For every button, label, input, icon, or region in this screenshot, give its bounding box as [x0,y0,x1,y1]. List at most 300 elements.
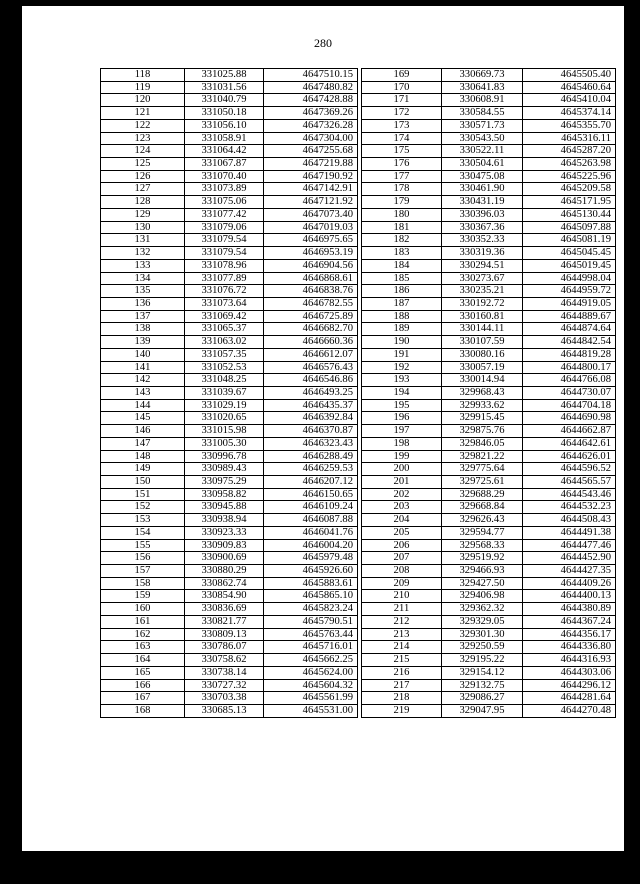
x-coordinate-cell: 330057.19 [442,361,523,374]
table-row [362,170,616,183]
table-row [101,692,358,705]
x-coordinate-cell: 330396.03 [442,208,523,221]
y-coordinate-cell: 4647369.26 [264,107,358,120]
document-page [22,6,624,851]
x-coordinate-cell: 331079.06 [185,221,264,234]
y-coordinate-cell: 4645171.95 [523,196,616,209]
table-row [101,514,358,527]
y-coordinate-cell: 4644543.46 [523,488,616,501]
x-coordinate-cell: 331079.54 [185,234,264,247]
x-coordinate-cell: 330192.72 [442,297,523,310]
point-number-cell: 207 [362,552,442,565]
y-coordinate-cell: 4646370.87 [264,425,358,438]
y-coordinate-cell: 4644766.08 [523,374,616,387]
y-coordinate-cell: 4646546.86 [264,374,358,387]
x-coordinate-cell: 331056.10 [185,119,264,132]
y-coordinate-cell: 4647121.92 [264,196,358,209]
x-coordinate-cell: 330758.62 [185,654,264,667]
table-row [362,615,616,628]
x-coordinate-cell: 330854.90 [185,590,264,603]
y-coordinate-cell: 4644452.90 [523,552,616,565]
point-number-cell: 157 [101,565,185,578]
point-number-cell: 161 [101,615,185,628]
point-number-cell: 153 [101,514,185,527]
x-coordinate-cell: 330014.94 [442,374,523,387]
point-number-cell: 132 [101,247,185,260]
y-coordinate-cell: 4645410.04 [523,94,616,107]
x-coordinate-cell: 329519.92 [442,552,523,565]
point-number-cell: 126 [101,170,185,183]
x-coordinate-cell: 330160.81 [442,310,523,323]
y-coordinate-cell: 4646576.43 [264,361,358,374]
point-number-cell: 183 [362,247,442,260]
x-coordinate-cell: 331077.89 [185,272,264,285]
table-row [362,590,616,603]
table-row [101,628,358,641]
y-coordinate-cell: 4645531.00 [264,704,358,717]
table-row [101,552,358,565]
x-coordinate-cell: 329466.93 [442,565,523,578]
table-row [101,259,358,272]
y-coordinate-cell: 4645926.60 [264,565,358,578]
y-coordinate-cell: 4644704.18 [523,399,616,412]
x-coordinate-cell: 329725.61 [442,476,523,489]
table-row [362,132,616,145]
x-coordinate-cell: 331069.42 [185,310,264,323]
y-coordinate-cell: 4647073.40 [264,208,358,221]
point-number-cell: 200 [362,463,442,476]
point-number-cell: 178 [362,183,442,196]
x-coordinate-cell: 331040.79 [185,94,264,107]
x-coordinate-cell: 331057.35 [185,348,264,361]
point-number-cell: 140 [101,348,185,361]
point-number-cell: 208 [362,565,442,578]
x-coordinate-cell: 330703.38 [185,692,264,705]
y-coordinate-cell: 4647019.03 [264,221,358,234]
table-row [362,526,616,539]
x-coordinate-cell: 330584.55 [442,107,523,120]
y-coordinate-cell: 4644477.46 [523,539,616,552]
table-row [362,501,616,514]
point-number-cell: 202 [362,488,442,501]
x-coordinate-cell: 329688.29 [442,488,523,501]
point-number-cell: 171 [362,94,442,107]
x-coordinate-cell: 329154.12 [442,666,523,679]
point-number-cell: 148 [101,450,185,463]
y-coordinate-cell: 4645374.14 [523,107,616,120]
point-number-cell: 168 [101,704,185,717]
table-row [101,94,358,107]
x-coordinate-cell: 329406.98 [442,590,523,603]
y-coordinate-cell: 4645604.32 [264,679,358,692]
table-row [101,488,358,501]
y-coordinate-cell: 4644596.52 [523,463,616,476]
page-number: 280 [314,36,332,50]
y-coordinate-cell: 4644626.01 [523,450,616,463]
table-row [362,348,616,361]
x-coordinate-cell: 329626.43 [442,514,523,527]
coordinates-table-right [361,68,616,718]
y-coordinate-cell: 4644281.64 [523,692,616,705]
x-coordinate-cell: 329915.45 [442,412,523,425]
table-row [101,170,358,183]
table-row [101,539,358,552]
x-coordinate-cell: 330461.90 [442,183,523,196]
point-number-cell: 167 [101,692,185,705]
table-row [362,81,616,94]
point-number-cell: 218 [362,692,442,705]
x-coordinate-cell: 329875.76 [442,425,523,438]
table-row [101,654,358,667]
point-number-cell: 189 [362,323,442,336]
y-coordinate-cell: 4646150.65 [264,488,358,501]
x-coordinate-cell: 330080.16 [442,348,523,361]
point-number-cell: 163 [101,641,185,654]
point-number-cell: 142 [101,374,185,387]
y-coordinate-cell: 4646109.24 [264,501,358,514]
x-coordinate-cell: 330938.94 [185,514,264,527]
table-row [362,412,616,425]
table-row [362,565,616,578]
y-coordinate-cell: 4647510.15 [264,69,358,82]
x-coordinate-cell: 329362.32 [442,603,523,616]
table-row [362,488,616,501]
y-coordinate-cell: 4645979.48 [264,552,358,565]
table-row [101,107,358,120]
table-row [101,158,358,171]
y-coordinate-cell: 4647142.91 [264,183,358,196]
point-number-cell: 129 [101,208,185,221]
point-number-cell: 174 [362,132,442,145]
x-coordinate-cell: 331025.88 [185,69,264,82]
point-number-cell: 197 [362,425,442,438]
point-number-cell: 204 [362,514,442,527]
table-row [101,704,358,717]
y-coordinate-cell: 4645823.24 [264,603,358,616]
y-coordinate-cell: 4644270.48 [523,704,616,717]
y-coordinate-cell: 4645624.00 [264,666,358,679]
x-coordinate-cell: 331070.40 [185,170,264,183]
y-coordinate-cell: 4646323.43 [264,437,358,450]
table-row [101,310,358,323]
table-row [362,463,616,476]
x-coordinate-cell: 329195.22 [442,654,523,667]
table-row [101,476,358,489]
y-coordinate-cell: 4646782.55 [264,297,358,310]
table-row [101,81,358,94]
y-coordinate-cell: 4646725.89 [264,310,358,323]
table-row [101,361,358,374]
point-number-cell: 156 [101,552,185,565]
x-coordinate-cell: 329594.77 [442,526,523,539]
point-number-cell: 135 [101,285,185,298]
table-row [101,603,358,616]
x-coordinate-cell: 329846.05 [442,437,523,450]
x-coordinate-cell: 331078.96 [185,259,264,272]
y-coordinate-cell: 4644959.72 [523,285,616,298]
table-row [362,654,616,667]
table-row [101,208,358,221]
table-row [101,234,358,247]
x-coordinate-cell: 330543.50 [442,132,523,145]
x-coordinate-cell: 330989.43 [185,463,264,476]
table-row [362,399,616,412]
x-coordinate-cell: 330669.73 [442,69,523,82]
table-row [101,272,358,285]
y-coordinate-cell: 4644491.38 [523,526,616,539]
y-coordinate-cell: 4645097.88 [523,221,616,234]
x-coordinate-cell: 329775.64 [442,463,523,476]
x-coordinate-cell: 331079.54 [185,247,264,260]
point-number-cell: 192 [362,361,442,374]
y-coordinate-cell: 4645355.70 [523,119,616,132]
point-number-cell: 158 [101,577,185,590]
point-number-cell: 187 [362,297,442,310]
point-number-cell: 120 [101,94,185,107]
point-number-cell: 147 [101,437,185,450]
table-row [362,628,616,641]
y-coordinate-cell: 4645045.45 [523,247,616,260]
x-coordinate-cell: 330685.13 [185,704,264,717]
x-coordinate-cell: 331031.56 [185,81,264,94]
table-row [101,386,358,399]
x-coordinate-cell: 330475.08 [442,170,523,183]
y-coordinate-cell: 4645316.11 [523,132,616,145]
point-number-cell: 199 [362,450,442,463]
y-coordinate-cell: 4646660.36 [264,336,358,349]
table-row [101,412,358,425]
table-row [362,425,616,438]
point-number-cell: 169 [362,69,442,82]
table-row [362,234,616,247]
point-number-cell: 195 [362,399,442,412]
point-number-cell: 213 [362,628,442,641]
point-number-cell: 196 [362,412,442,425]
point-number-cell: 144 [101,399,185,412]
x-coordinate-cell: 330836.69 [185,603,264,616]
point-number-cell: 127 [101,183,185,196]
y-coordinate-cell: 4645865.10 [264,590,358,603]
x-coordinate-cell: 330294.51 [442,259,523,272]
x-coordinate-cell: 331039.67 [185,386,264,399]
table-row [362,704,616,717]
x-coordinate-cell: 329132.75 [442,679,523,692]
table-row [101,221,358,234]
y-coordinate-cell: 4646975.65 [264,234,358,247]
point-number-cell: 128 [101,196,185,209]
point-number-cell: 206 [362,539,442,552]
point-number-cell: 194 [362,386,442,399]
coordinates-table-left [100,68,358,718]
point-number-cell: 188 [362,310,442,323]
y-coordinate-cell: 4645019.45 [523,259,616,272]
table-row [362,272,616,285]
y-coordinate-cell: 4645225.96 [523,170,616,183]
table-row [362,69,616,82]
table-row [362,666,616,679]
x-coordinate-cell: 330975.29 [185,476,264,489]
point-number-cell: 173 [362,119,442,132]
y-coordinate-cell: 4645081.19 [523,234,616,247]
x-coordinate-cell: 329427.50 [442,577,523,590]
x-coordinate-cell: 330641.83 [442,81,523,94]
table-row [362,145,616,158]
table-row [101,297,358,310]
x-coordinate-cell: 330862.74 [185,577,264,590]
table-row [362,158,616,171]
y-coordinate-cell: 4647428.88 [264,94,358,107]
y-coordinate-cell: 4646392.84 [264,412,358,425]
y-coordinate-cell: 4645662.25 [264,654,358,667]
y-coordinate-cell: 4644730.07 [523,386,616,399]
y-coordinate-cell: 4644427.35 [523,565,616,578]
point-number-cell: 146 [101,425,185,438]
x-coordinate-cell: 330880.29 [185,565,264,578]
x-coordinate-cell: 330909.83 [185,539,264,552]
x-coordinate-cell: 329301.30 [442,628,523,641]
y-coordinate-cell: 4644690.98 [523,412,616,425]
y-coordinate-cell: 4644565.57 [523,476,616,489]
x-coordinate-cell: 330235.21 [442,285,523,298]
point-number-cell: 133 [101,259,185,272]
x-coordinate-cell: 330571.73 [442,119,523,132]
table-row [362,196,616,209]
point-number-cell: 193 [362,374,442,387]
table-row [362,386,616,399]
x-coordinate-cell: 329250.59 [442,641,523,654]
point-number-cell: 152 [101,501,185,514]
point-number-cell: 162 [101,628,185,641]
x-coordinate-cell: 331075.06 [185,196,264,209]
point-number-cell: 139 [101,336,185,349]
y-coordinate-cell: 4644296.12 [523,679,616,692]
y-coordinate-cell: 4647219.88 [264,158,358,171]
x-coordinate-cell: 331073.64 [185,297,264,310]
y-coordinate-cell: 4645505.40 [523,69,616,82]
table-row [101,501,358,514]
table-row [362,641,616,654]
y-coordinate-cell: 4645209.58 [523,183,616,196]
table-row [101,450,358,463]
x-coordinate-cell: 330738.14 [185,666,264,679]
point-number-cell: 179 [362,196,442,209]
table-row [101,425,358,438]
point-number-cell: 182 [362,234,442,247]
point-number-cell: 176 [362,158,442,171]
x-coordinate-cell: 330809.13 [185,628,264,641]
x-coordinate-cell: 329821.22 [442,450,523,463]
x-coordinate-cell: 330144.11 [442,323,523,336]
y-coordinate-cell: 4644380.89 [523,603,616,616]
x-coordinate-cell: 331076.72 [185,285,264,298]
x-coordinate-cell: 331005.30 [185,437,264,450]
x-coordinate-cell: 330608.91 [442,94,523,107]
x-coordinate-cell: 329047.95 [442,704,523,717]
point-number-cell: 217 [362,679,442,692]
y-coordinate-cell: 4645287.20 [523,145,616,158]
y-coordinate-cell: 4646953.19 [264,247,358,260]
table-row [362,323,616,336]
table-row [362,514,616,527]
x-coordinate-cell: 331015.98 [185,425,264,438]
x-coordinate-cell: 329668.84 [442,501,523,514]
point-number-cell: 164 [101,654,185,667]
table-row [362,183,616,196]
x-coordinate-cell: 330996.78 [185,450,264,463]
y-coordinate-cell: 4646288.49 [264,450,358,463]
table-row [101,69,358,82]
y-coordinate-cell: 4644874.64 [523,323,616,336]
y-coordinate-cell: 4647480.82 [264,81,358,94]
point-number-cell: 201 [362,476,442,489]
point-number-cell: 165 [101,666,185,679]
table-row [101,119,358,132]
table-row [101,666,358,679]
x-coordinate-cell: 331067.87 [185,158,264,171]
point-number-cell: 155 [101,539,185,552]
x-coordinate-cell: 331058.91 [185,132,264,145]
table-row [362,259,616,272]
table-row [362,692,616,705]
y-coordinate-cell: 4646682.70 [264,323,358,336]
x-coordinate-cell: 331065.37 [185,323,264,336]
table-row [101,679,358,692]
point-number-cell: 123 [101,132,185,145]
point-number-cell: 184 [362,259,442,272]
point-number-cell: 198 [362,437,442,450]
point-number-cell: 122 [101,119,185,132]
y-coordinate-cell: 4646493.25 [264,386,358,399]
y-coordinate-cell: 4644642.61 [523,437,616,450]
y-coordinate-cell: 4645763.44 [264,628,358,641]
y-coordinate-cell: 4647255.68 [264,145,358,158]
x-coordinate-cell: 330319.36 [442,247,523,260]
y-coordinate-cell: 4644889.67 [523,310,616,323]
table-row [101,196,358,209]
table-row [101,590,358,603]
y-coordinate-cell: 4645790.51 [264,615,358,628]
table-row [101,565,358,578]
y-coordinate-cell: 4644662.87 [523,425,616,438]
table-row [101,336,358,349]
x-coordinate-cell: 330727.32 [185,679,264,692]
point-number-cell: 191 [362,348,442,361]
table-row [101,577,358,590]
table-row [101,437,358,450]
y-coordinate-cell: 4644316.93 [523,654,616,667]
table-row [362,119,616,132]
point-number-cell: 166 [101,679,185,692]
point-number-cell: 151 [101,488,185,501]
table-row [362,107,616,120]
y-coordinate-cell: 4647190.92 [264,170,358,183]
y-coordinate-cell: 4644508.43 [523,514,616,527]
table-row [101,615,358,628]
x-coordinate-cell: 330900.69 [185,552,264,565]
x-coordinate-cell: 331050.18 [185,107,264,120]
y-coordinate-cell: 4645561.99 [264,692,358,705]
point-number-cell: 149 [101,463,185,476]
y-coordinate-cell: 4644336.80 [523,641,616,654]
y-coordinate-cell: 4646838.76 [264,285,358,298]
x-coordinate-cell: 330504.61 [442,158,523,171]
point-number-cell: 119 [101,81,185,94]
point-number-cell: 172 [362,107,442,120]
point-number-cell: 186 [362,285,442,298]
table-row [362,285,616,298]
point-number-cell: 210 [362,590,442,603]
table-row [362,361,616,374]
